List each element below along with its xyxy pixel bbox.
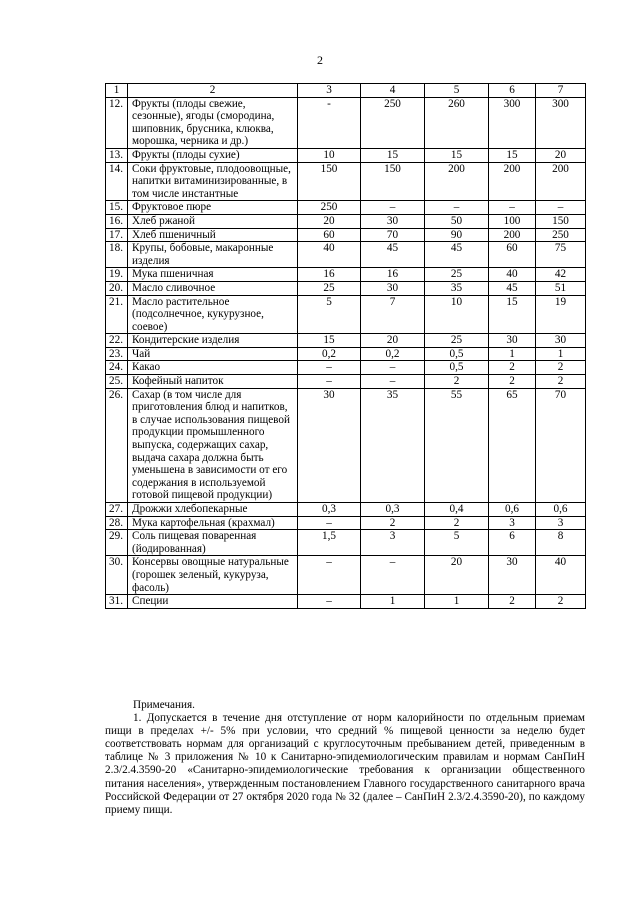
- table-row: [106, 388, 586, 502]
- value-cell: 70: [361, 228, 425, 242]
- value-cell: –: [361, 201, 425, 215]
- value-cell: 60: [298, 228, 361, 242]
- value-cell: 2: [425, 516, 489, 530]
- value-cell: 90: [425, 228, 489, 242]
- value-cell: 75: [536, 242, 586, 268]
- value-cell: 2: [536, 375, 586, 389]
- value-cell: 51: [536, 281, 586, 295]
- table-row: [106, 347, 586, 361]
- row-number-cell: 13.: [106, 148, 128, 162]
- value-cell: 45: [361, 242, 425, 268]
- value-cell: 7: [361, 295, 425, 334]
- value-cell: 35: [361, 388, 425, 502]
- value-cell: 300: [489, 97, 536, 148]
- value-cell: 150: [298, 162, 361, 201]
- value-cell: 150: [361, 162, 425, 201]
- value-cell: 200: [489, 228, 536, 242]
- header-cell: 2: [128, 84, 298, 98]
- value-cell: 30: [489, 334, 536, 348]
- value-cell: 6: [489, 530, 536, 556]
- value-cell: 30: [536, 334, 586, 348]
- value-cell: 45: [425, 242, 489, 268]
- value-cell: 20: [361, 334, 425, 348]
- value-cell: 150: [536, 214, 586, 228]
- header-cell: 5: [425, 84, 489, 98]
- table-row: [106, 556, 586, 595]
- value-cell: 200: [489, 162, 536, 201]
- value-cell: 3: [361, 530, 425, 556]
- value-cell: 30: [361, 281, 425, 295]
- table-row: [106, 214, 586, 228]
- value-cell: 0,2: [298, 347, 361, 361]
- value-cell: 20: [536, 148, 586, 162]
- value-cell: 5: [298, 295, 361, 334]
- value-cell: 2: [425, 375, 489, 389]
- product-name-cell: Хлеб пшеничный: [128, 228, 298, 242]
- value-cell: 25: [425, 334, 489, 348]
- row-number-cell: 15.: [106, 201, 128, 215]
- product-name-cell: Кондитерские изделия: [128, 334, 298, 348]
- table-row: [106, 516, 586, 530]
- value-cell: 30: [361, 214, 425, 228]
- value-cell: 65: [489, 388, 536, 502]
- row-number-cell: 14.: [106, 162, 128, 201]
- value-cell: 250: [536, 228, 586, 242]
- food-norms-table: [105, 83, 586, 609]
- row-number-cell: 22.: [106, 334, 128, 348]
- value-cell: –: [489, 201, 536, 215]
- value-cell: –: [298, 361, 361, 375]
- row-number-cell: 25.: [106, 375, 128, 389]
- table-row: [106, 375, 586, 389]
- value-cell: 55: [425, 388, 489, 502]
- value-cell: 19: [536, 295, 586, 334]
- product-name-cell: Мука картофельная (крахмал): [128, 516, 298, 530]
- product-name-cell: Крупы, бобовые, макаронные изделия: [128, 242, 298, 268]
- header-cell: 1: [106, 84, 128, 98]
- table-row: [106, 595, 586, 609]
- value-cell: 30: [298, 388, 361, 502]
- value-cell: 10: [298, 148, 361, 162]
- product-name-cell: Фрукты (плоды свежие, сезонные), ягоды (смородина, шиповник, брусника, клюква, морошка, черника и др.): [128, 97, 298, 148]
- product-name-cell: Соки фруктовые, плодоовощные, напитки витаминизированные, в том числе инстантные: [128, 162, 298, 201]
- value-cell: 70: [536, 388, 586, 502]
- value-cell: 60: [489, 242, 536, 268]
- value-cell: 45: [489, 281, 536, 295]
- value-cell: 2: [489, 375, 536, 389]
- value-cell: 3: [536, 516, 586, 530]
- table-row: [106, 530, 586, 556]
- value-cell: 1,5: [298, 530, 361, 556]
- header-cell: 4: [361, 84, 425, 98]
- row-number-cell: 21.: [106, 295, 128, 334]
- table-row: [106, 97, 586, 148]
- value-cell: –: [361, 556, 425, 595]
- product-name-cell: Какао: [128, 361, 298, 375]
- value-cell: –: [298, 595, 361, 609]
- value-cell: 35: [425, 281, 489, 295]
- value-cell: 30: [489, 556, 536, 595]
- value-cell: 25: [298, 281, 361, 295]
- value-cell: 1: [425, 595, 489, 609]
- value-cell: 5: [425, 530, 489, 556]
- value-cell: 40: [298, 242, 361, 268]
- row-number-cell: 19.: [106, 268, 128, 282]
- table-row: [106, 242, 586, 268]
- row-number-cell: 20.: [106, 281, 128, 295]
- product-name-cell: Чай: [128, 347, 298, 361]
- value-cell: 40: [536, 556, 586, 595]
- header-cell: 6: [489, 84, 536, 98]
- row-number-cell: 23.: [106, 347, 128, 361]
- value-cell: 40: [489, 268, 536, 282]
- value-cell: 0,2: [361, 347, 425, 361]
- table-row: [106, 268, 586, 282]
- table-row: [106, 334, 586, 348]
- value-cell: 300: [536, 97, 586, 148]
- row-number-cell: 30.: [106, 556, 128, 595]
- value-cell: 0,5: [425, 361, 489, 375]
- value-cell: –: [298, 375, 361, 389]
- value-cell: 20: [298, 214, 361, 228]
- value-cell: 2: [536, 361, 586, 375]
- value-cell: -: [298, 97, 361, 148]
- table-row: [106, 295, 586, 334]
- value-cell: 250: [361, 97, 425, 148]
- value-cell: 20: [425, 556, 489, 595]
- product-name-cell: Сахар (в том числе для приготовления блюд и напитков, в случае использования пищевой продукции промышленного выпуска, содержащих сахар, выдача сахара должна быть уменьшена в зависимости от его содержания в используемой готовой пищевой продукции): [128, 388, 298, 502]
- table-row: [106, 361, 586, 375]
- product-name-cell: Мука пшеничная: [128, 268, 298, 282]
- value-cell: –: [425, 201, 489, 215]
- notes-paragraph: 1. Допускается в течение дня отступление от норм калорийности по отдельным приемам пищи в пределах +/- 5% при условии, что средний % пищевой ценности за неделю будет соответствовать нормам для организаций с круглосуточным пребыванием детей, приведенным в таблице № 3 приложения № 10 к Санитарно-эпидемиологическим правилам и нормам СанПиН 2.3/2.4.3590-20 «Санитарно-эпидемиологические требования к организации общественного питания населения», утвержденным постановлением Главного государственного санитарного врача Российской Федерации от 27 октября 2020 года № 32 (далее – СанПиН 2.3/2.4.3590-20), по каждому приему пищи.: [105, 712, 585, 816]
- row-number-cell: 28.: [106, 516, 128, 530]
- value-cell: 8: [536, 530, 586, 556]
- row-number-cell: 24.: [106, 361, 128, 375]
- product-name-cell: Дрожжи хлебопекарные: [128, 503, 298, 517]
- value-cell: 42: [536, 268, 586, 282]
- row-number-cell: 27.: [106, 503, 128, 517]
- value-cell: 50: [425, 214, 489, 228]
- table-row: [106, 162, 586, 201]
- value-cell: 0,6: [536, 503, 586, 517]
- value-cell: 15: [425, 148, 489, 162]
- value-cell: 100: [489, 214, 536, 228]
- value-cell: 15: [489, 148, 536, 162]
- row-number-cell: 29.: [106, 530, 128, 556]
- product-name-cell: Соль пищевая поваренная (йодированная): [128, 530, 298, 556]
- value-cell: 15: [489, 295, 536, 334]
- header-cell: 7: [536, 84, 586, 98]
- product-name-cell: Консервы овощные натуральные (горошек зеленый, кукуруза, фасоль): [128, 556, 298, 595]
- row-number-cell: 31.: [106, 595, 128, 609]
- notes-section: [105, 699, 585, 817]
- page-number: 2: [317, 53, 323, 67]
- row-number-cell: 17.: [106, 228, 128, 242]
- product-name-cell: Фруктовое пюре: [128, 201, 298, 215]
- row-number-cell: 12.: [106, 97, 128, 148]
- value-cell: –: [298, 516, 361, 530]
- value-cell: 10: [425, 295, 489, 334]
- table-row: [106, 503, 586, 517]
- value-cell: 0,4: [425, 503, 489, 517]
- value-cell: –: [298, 556, 361, 595]
- value-cell: 0,5: [425, 347, 489, 361]
- value-cell: 1: [489, 347, 536, 361]
- product-name-cell: Масло сливочное: [128, 281, 298, 295]
- value-cell: –: [361, 375, 425, 389]
- value-cell: 260: [425, 97, 489, 148]
- row-number-cell: 18.: [106, 242, 128, 268]
- table-row: [106, 281, 586, 295]
- value-cell: 200: [425, 162, 489, 201]
- value-cell: –: [361, 361, 425, 375]
- value-cell: 16: [361, 268, 425, 282]
- value-cell: 16: [298, 268, 361, 282]
- value-cell: 1: [361, 595, 425, 609]
- value-cell: –: [536, 201, 586, 215]
- value-cell: 0,6: [489, 503, 536, 517]
- value-cell: 2: [489, 595, 536, 609]
- row-number-cell: 26.: [106, 388, 128, 502]
- product-name-cell: Кофейный напиток: [128, 375, 298, 389]
- value-cell: 200: [536, 162, 586, 201]
- table-header-row: [106, 84, 586, 98]
- row-number-cell: 16.: [106, 214, 128, 228]
- value-cell: 250: [298, 201, 361, 215]
- table-row: [106, 201, 586, 215]
- product-name-cell: Масло растительное (подсолнечное, кукурузное, соевое): [128, 295, 298, 334]
- table-row: [106, 228, 586, 242]
- product-name-cell: Специи: [128, 595, 298, 609]
- value-cell: 2: [536, 595, 586, 609]
- value-cell: 15: [298, 334, 361, 348]
- value-cell: 3: [489, 516, 536, 530]
- header-cell: 3: [298, 84, 361, 98]
- value-cell: 0,3: [298, 503, 361, 517]
- value-cell: 2: [361, 516, 425, 530]
- value-cell: 2: [489, 361, 536, 375]
- table-row: [106, 148, 586, 162]
- product-name-cell: Хлеб ржаной: [128, 214, 298, 228]
- value-cell: 1: [536, 347, 586, 361]
- value-cell: 25: [425, 268, 489, 282]
- product-name-cell: Фрукты (плоды сухие): [128, 148, 298, 162]
- value-cell: 15: [361, 148, 425, 162]
- notes-title: Примечания.: [133, 699, 195, 711]
- value-cell: 0,3: [361, 503, 425, 517]
